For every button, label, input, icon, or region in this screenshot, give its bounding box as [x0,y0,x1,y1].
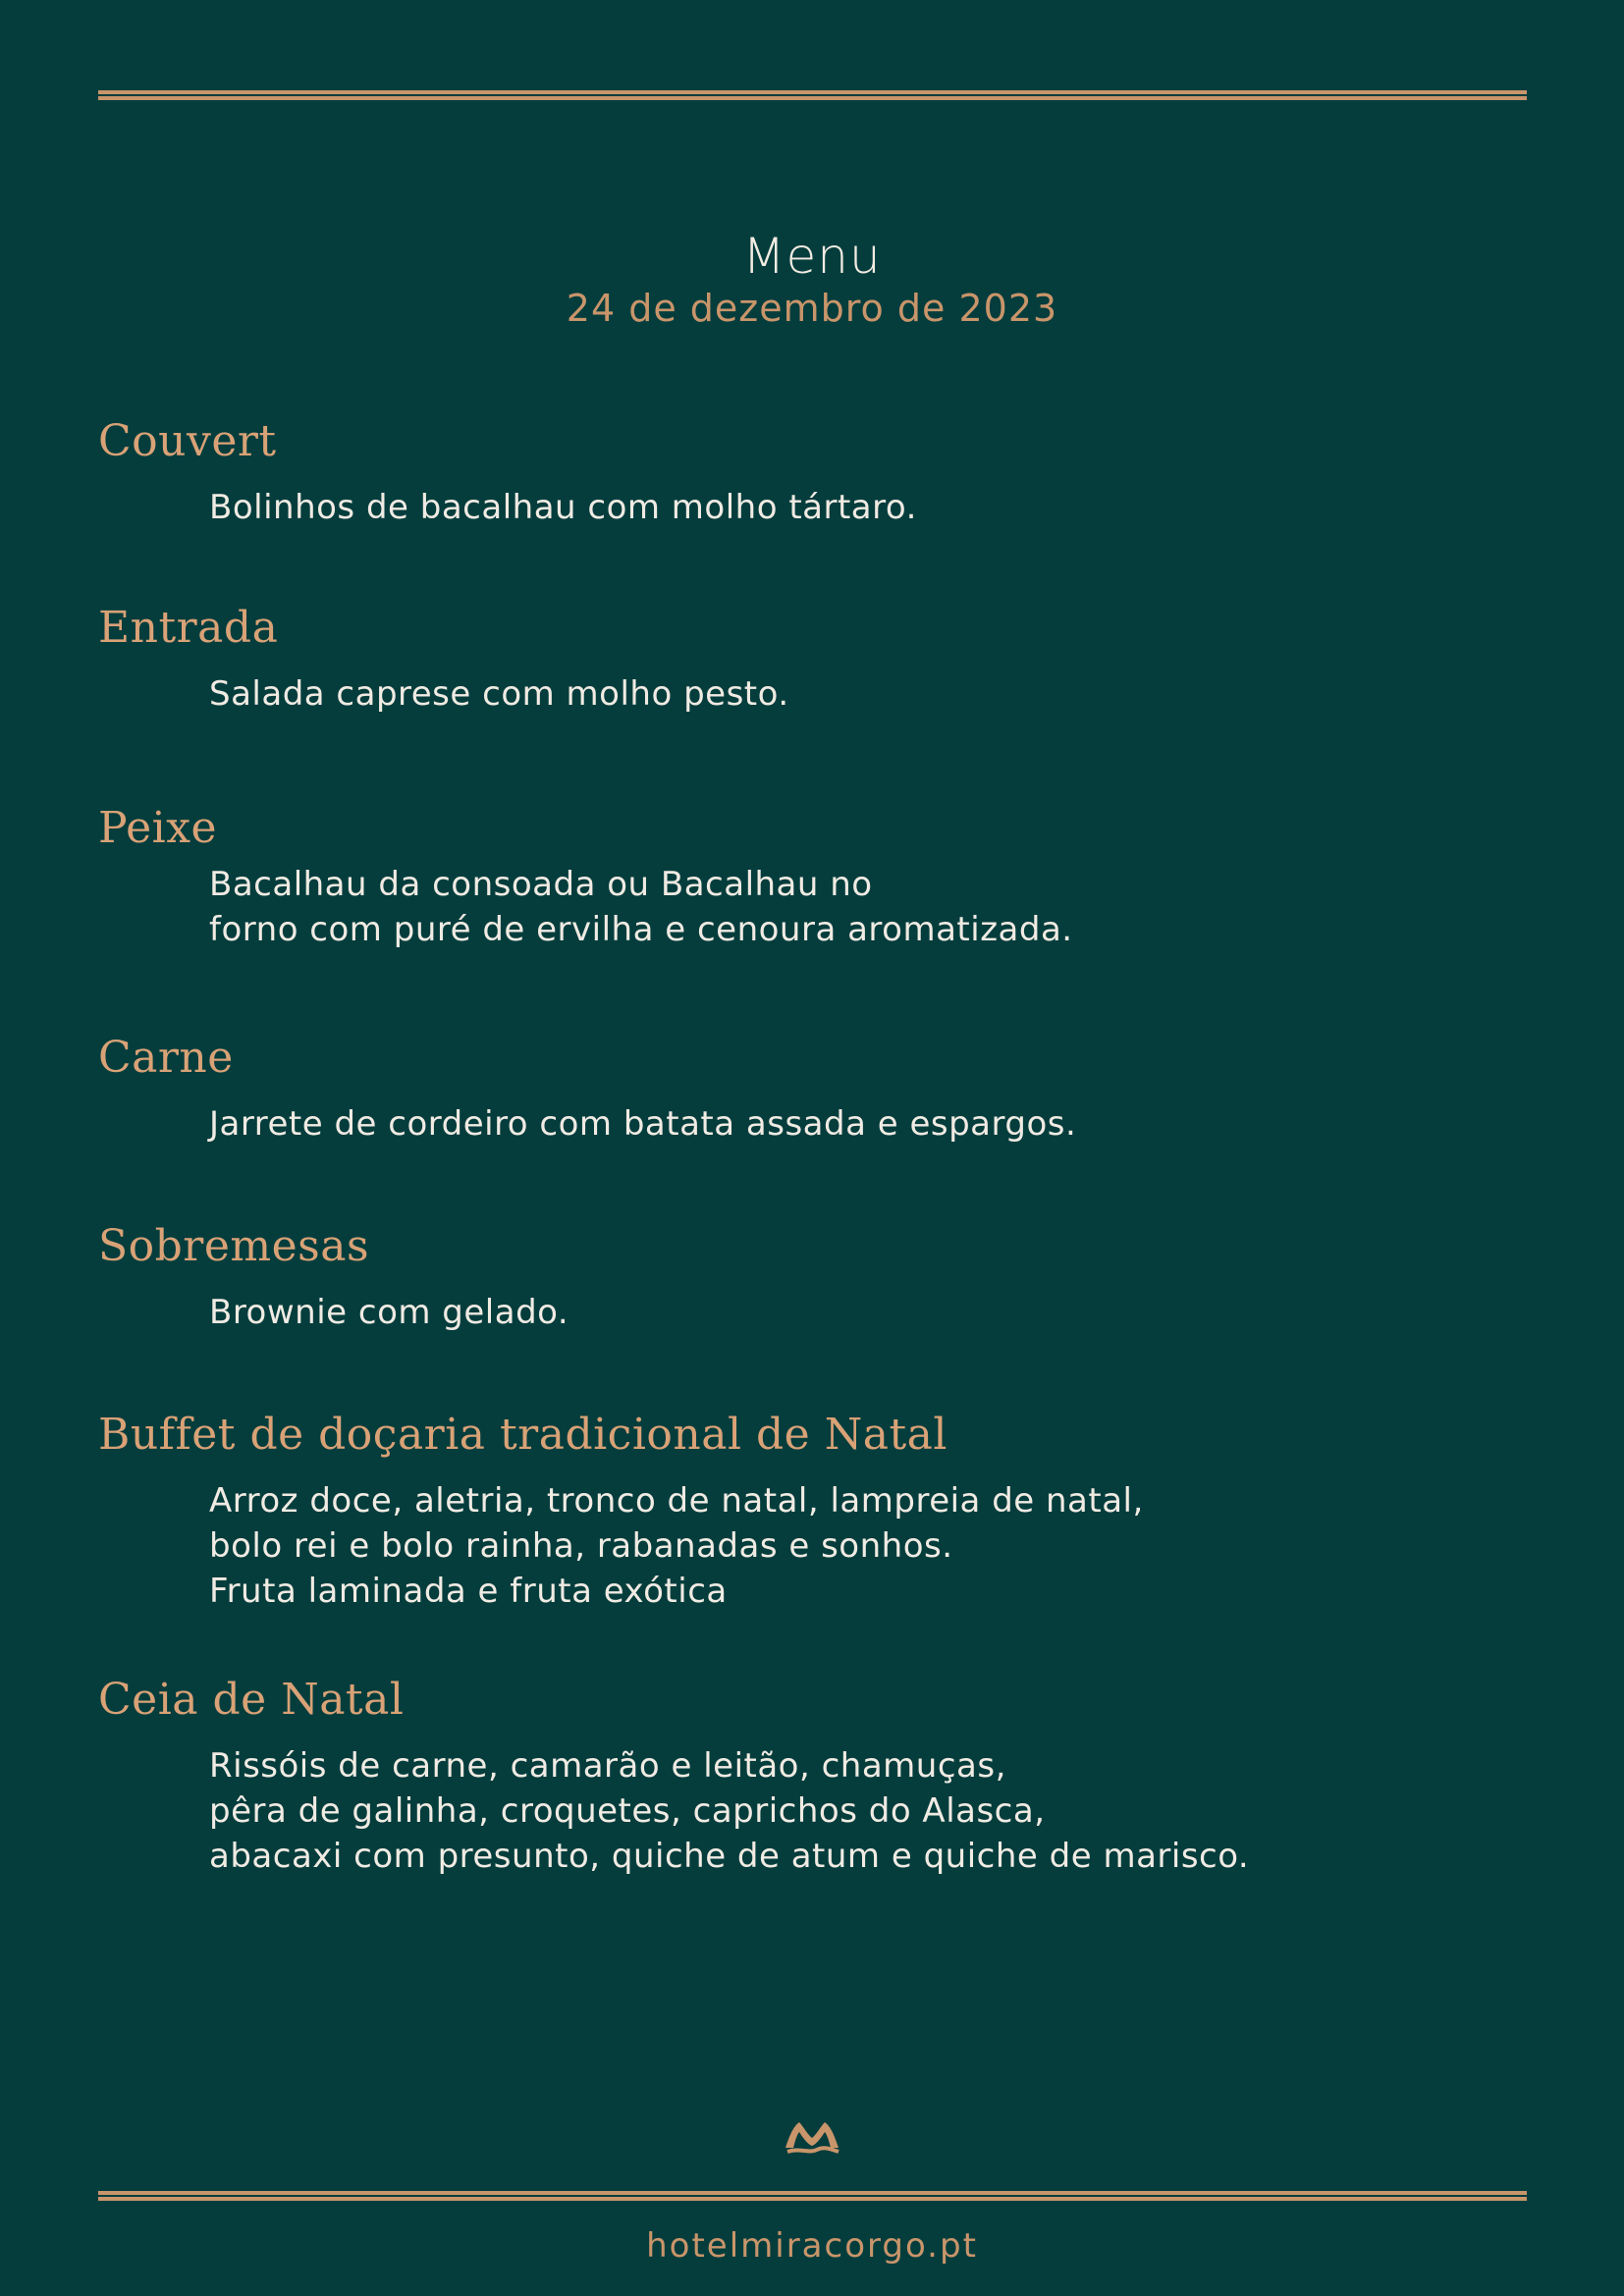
section-body [209,1478,1522,1614]
dish-line: Arroz doce, aletria, tronco de natal, lampreia de natal, [209,1481,1144,1521]
section-heading: Peixe [98,803,218,853]
dish-line: Brownie com gelado. [209,1293,569,1332]
section-heading: Ceia de Natal [98,1675,405,1725]
dish-line: Fruta laminada e fruta exótica [209,1572,728,1611]
website-link[interactable]: hotelmiracorgo.pt [646,2226,978,2266]
menu-title: Menu [742,228,882,285]
dish-line: Jarrete de cordeiro com batata assada e espargos. [209,1104,1077,1144]
dish-line: forno com puré de ervilha e cenoura aromatizada. [209,910,1073,949]
section-heading: Couvert [98,416,277,466]
section-heading: Carne [98,1033,234,1083]
bottom-double-rule [98,2191,1527,2201]
section-body [209,1743,1522,1879]
section-body [209,862,1522,952]
dish-line: Bolinhos de bacalhau com molho tártaro. [209,488,917,527]
section-body [209,1290,1522,1335]
section-body [209,671,1522,717]
dish-line: pêra de galinha, croquetes, caprichos do Alasca, [209,1791,1046,1831]
dish-line: Rissóis de carne, camarão e leitão, chamuças, [209,1746,1006,1786]
dish-line: Salada caprese com molho pesto. [209,674,789,714]
section-sobremesas [98,1221,1522,1335]
section-peixe [98,803,1522,952]
section-heading: Buffet de doçaria tradicional de Natal [98,1410,947,1460]
dish-line: Bacalhau da consoada ou Bacalhau no [209,865,873,904]
dish-line: abacaxi com presunto, quiche de atum e quiche de marisco. [209,1837,1250,1876]
section-entrada [98,603,1522,717]
section-heading: Sobremesas [98,1221,370,1271]
section-body [209,485,1522,530]
section-buffet [98,1410,1522,1614]
section-ceia [98,1675,1522,1879]
top-double-rule [98,90,1527,100]
menu-date: 24 de dezembro de 2023 [566,287,1058,330]
dish-line: bolo rei e bolo rainha, rabanadas e sonhos. [209,1526,953,1566]
section-body [209,1101,1522,1147]
section-carne [98,1033,1522,1147]
hotel-logo-icon [782,2116,842,2156]
section-couvert [98,416,1522,530]
section-heading: Entrada [98,603,279,653]
